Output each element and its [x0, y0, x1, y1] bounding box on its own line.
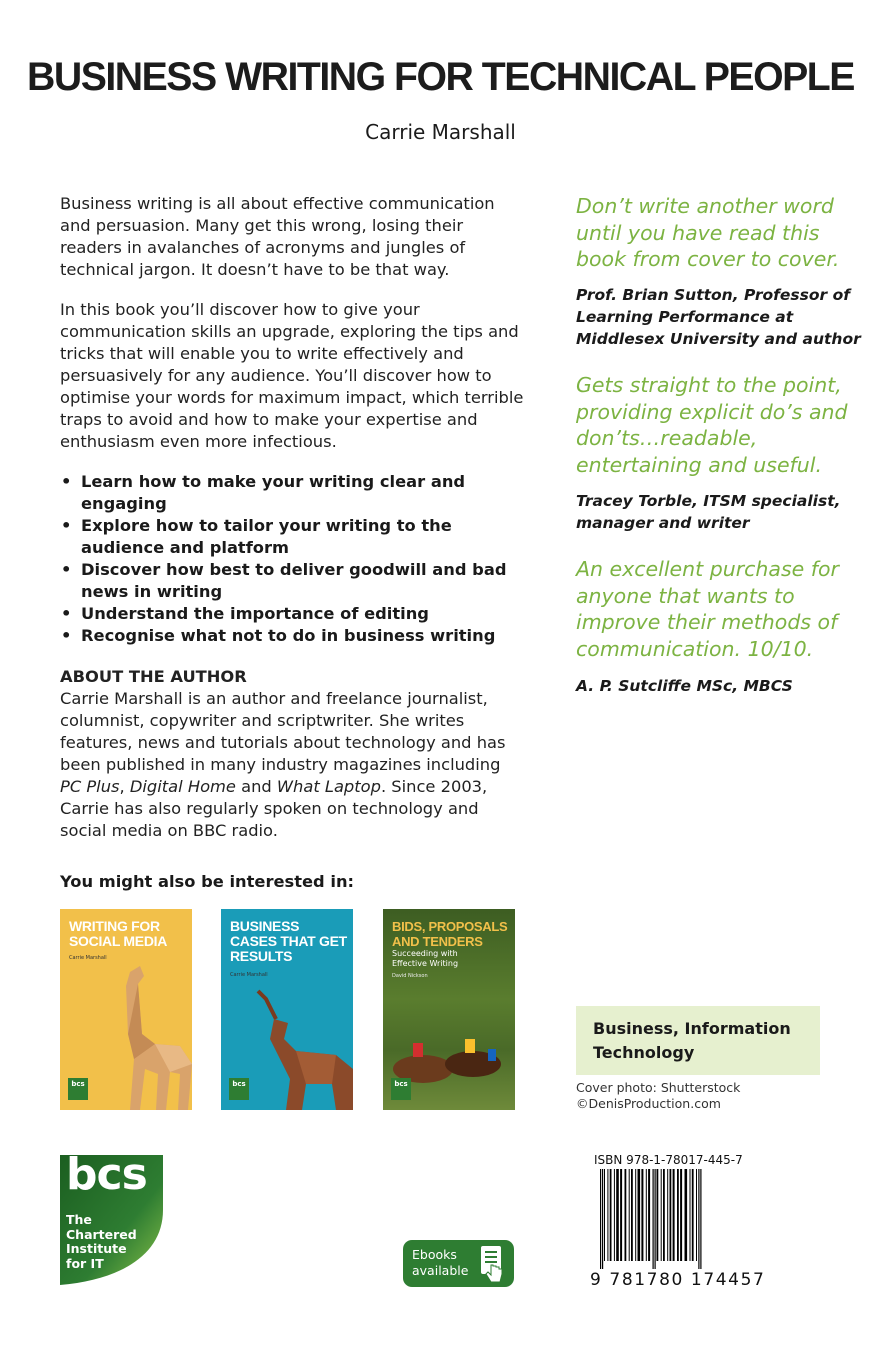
- bcs-mini-logo: bcs: [68, 1078, 88, 1100]
- book-cover-business-cases[interactable]: [221, 909, 353, 1110]
- origami-giraffe-illustration: [100, 964, 192, 1110]
- left-column: [60, 193, 530, 842]
- related-books-heading: You might also be interested in:: [60, 872, 355, 891]
- about-author-heading: ABOUT THE AUTHOR: [60, 667, 247, 686]
- barcode-bar: [661, 1169, 662, 1261]
- credit-line-1: Cover photo: Shutterstock: [576, 1080, 741, 1095]
- book-title: BUSINESS WRITING FOR TECHNICAL PEOPLE: [27, 55, 854, 99]
- barcode-bar: [638, 1169, 641, 1261]
- subject-category-box: [576, 1006, 820, 1075]
- list-item: • Explore how to tailor your writing to the audience and platform: [60, 515, 530, 559]
- book-author: Carrie Marshall: [365, 120, 516, 144]
- book-cover-author: David Nickson: [392, 973, 428, 979]
- bcs-mini-logo: bcs: [391, 1078, 411, 1100]
- barcode-bar: [696, 1169, 697, 1261]
- barcode-bar: [667, 1169, 668, 1261]
- feature-list: [60, 471, 530, 647]
- cover-photo-credit: [576, 1080, 740, 1112]
- review-quote-1: Don’t write another word until you have read this book from cover to cover.: [576, 194, 840, 271]
- barcode-bar: [607, 1169, 608, 1261]
- bcs-tagline: The Chartered Institute for IT: [66, 1212, 137, 1271]
- barcode-bar: [700, 1169, 701, 1269]
- review-attribution-3: A. P. Sutcliffe MSc, MBCS: [576, 677, 793, 695]
- barcode-bar: [680, 1169, 682, 1261]
- magazine-title: Digital Home: [129, 777, 236, 796]
- barcode-bar: [641, 1169, 643, 1261]
- book-cover-author: Carrie Marshall: [69, 955, 107, 961]
- barcode-bar: [698, 1169, 699, 1269]
- ebooks-label: Ebooks available: [412, 1247, 469, 1278]
- bcs-logo-text: bcs: [66, 1155, 147, 1200]
- review-attribution-1: Prof. Brian Sutton, Professor of Learning Performance at Middlesex University and author: [576, 286, 861, 348]
- intro-paragraph-2: In this book you’ll discover how to give your communication skills an upgrade, exploring the tips and tricks that will enable you to write effectively and persuasively for any audience. You’ll discover how to optimise your words for maximum impact, which terrible traps to avoid and how to make your expertise and enthusiasm even more infectious.: [60, 300, 524, 451]
- barcode-bar: [610, 1169, 612, 1261]
- isbn-text: ISBN 978-1-78017-445-7: [594, 1153, 743, 1167]
- barcode-bar: [600, 1169, 601, 1269]
- barcode-bar: [646, 1169, 647, 1261]
- list-item: • Understand the importance of editing: [60, 603, 530, 625]
- list-item: • Discover how best to deliver goodwill and bad news in writing: [60, 559, 530, 603]
- barcode-bar: [690, 1169, 691, 1261]
- book-cover-subtitle: Succeeding with Effective Writing: [392, 949, 459, 968]
- barcode: [598, 1169, 748, 1269]
- barcode-bar: [663, 1169, 665, 1261]
- barcode-bar: [614, 1169, 615, 1261]
- barcode-bar: [670, 1169, 672, 1261]
- ebooks-available-badge: [403, 1240, 514, 1287]
- review-quote-3: An excellent purchase for anyone that wants to improve their methods of communication. 10/10.: [576, 557, 839, 661]
- intro-paragraph-1: Business writing is all about effective communication and persuasion. Many get this wrong, losing their readers in avalanches of acronyms and jungles of technical jargon. It doesn’t have to be that way.: [60, 194, 495, 279]
- credit-line-2: ©DenisProduction.com: [576, 1096, 721, 1111]
- book-cover-bids-proposals[interactable]: [383, 909, 515, 1110]
- about-author-text: Carrie Marshall is an author and freelance journalist, columnist, copywriter and scriptwriter. She writes features, news and tutorials about technology and has been published in many industry magazines including PC Plus, Digital Home and What Laptop. Since 2003, Carrie has also regularly spoken on technology and social media on BBC radio.: [60, 689, 506, 840]
- barcode-number: 9 781780 174457: [590, 1270, 766, 1290]
- ebook-device-icon: [477, 1245, 507, 1283]
- review-attribution-2: Tracey Torble, ITSM specialist, manager and writer: [576, 492, 841, 532]
- book-cover-title: BUSINESS CASES THAT GET RESULTS: [230, 918, 347, 964]
- bcs-logo: [60, 1155, 163, 1285]
- barcode-bar: [625, 1169, 627, 1261]
- barcode-bar: [631, 1169, 633, 1261]
- barcode-bar: [620, 1169, 622, 1261]
- book-cover-title: WRITING FOR SOCIAL MEDIA: [69, 918, 168, 949]
- bcs-mini-logo: bcs: [229, 1078, 249, 1100]
- barcode-bar: [657, 1169, 659, 1261]
- barcode-bar: [685, 1169, 688, 1261]
- review-quote-2: Gets straight to the point, providing explicit do’s and don’ts…readable, entertaining and useful.: [576, 373, 848, 477]
- barcode-bar: [677, 1169, 679, 1261]
- magazine-title: PC Plus: [60, 777, 120, 796]
- origami-deer-illustration: [236, 989, 353, 1110]
- barcode-bar: [616, 1169, 619, 1261]
- book-cover-writing-for-social-media[interactable]: [60, 909, 192, 1110]
- book-cover-author: Carrie Marshall: [230, 972, 268, 978]
- magazine-title: What Laptop: [276, 777, 381, 796]
- barcode-bar: [653, 1169, 654, 1269]
- barcode-bar: [673, 1169, 675, 1261]
- barcode-bar: [648, 1169, 650, 1261]
- list-item: • Learn how to make your writing clear and engaging: [60, 471, 530, 515]
- barcode-bar: [635, 1169, 636, 1261]
- barcode-bar: [692, 1169, 694, 1261]
- barcode-bar: [655, 1169, 656, 1269]
- barcode-bar: [604, 1169, 605, 1261]
- barcode-bar: [602, 1169, 603, 1269]
- barcode-bar: [629, 1169, 630, 1261]
- book-cover-title: BIDS, PROPOSALS AND TENDERS: [392, 919, 508, 949]
- subject-category: Business, Information Technology: [593, 1019, 791, 1062]
- list-item: • Recognise what not to do in business writing: [60, 625, 530, 647]
